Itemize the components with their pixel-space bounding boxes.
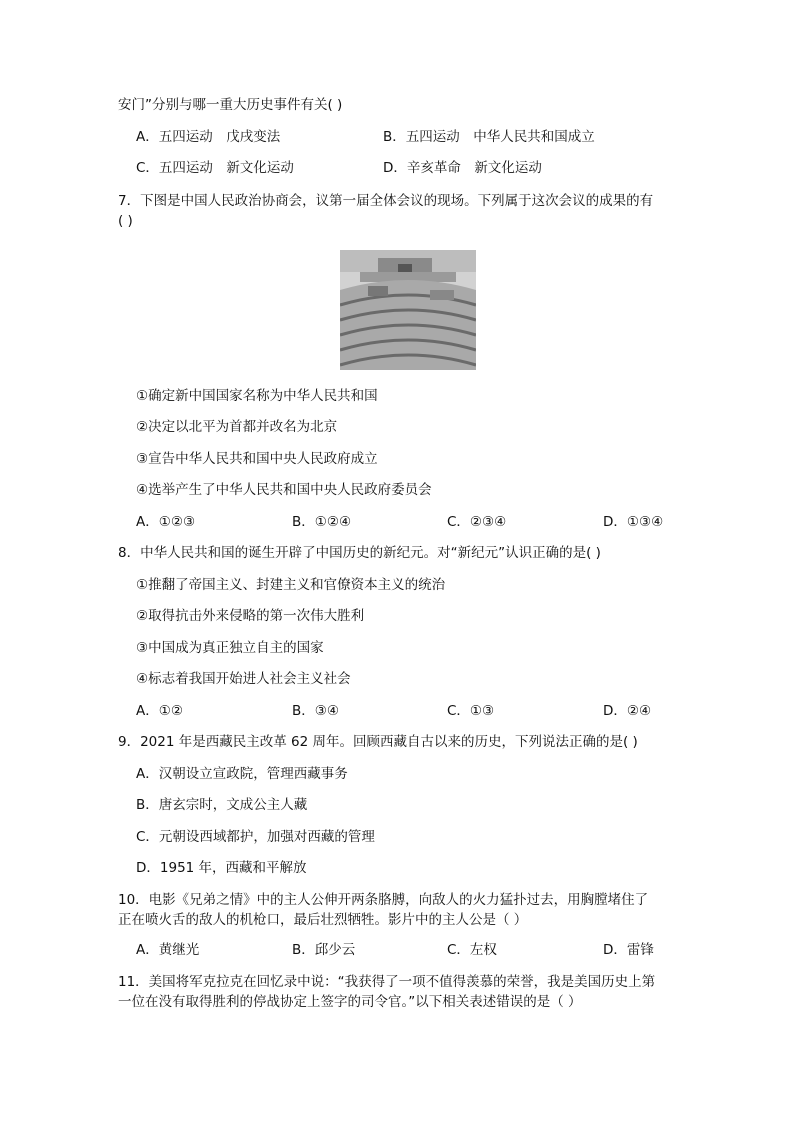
q7-item-3: ③宣告中华人民共和国中央人民政府成立 <box>136 451 378 467</box>
q10-option-c[interactable]: C．左权 <box>447 942 497 958</box>
q8-item-1: ①推翻了帝国主义、封建主义和官僚资本主义的统治 <box>136 577 446 593</box>
q7-item-4: ④选举产生了中华人民共和国中央人民政府委员会 <box>136 482 432 498</box>
q6-option-c[interactable]: C．五四运动 新文化运动 <box>136 160 294 176</box>
q7-item-1: ①确定新中国国家名称为中华人民共和国 <box>136 388 378 404</box>
q11-stem-line2: 一位在没有取得胜利的停战协定上签字的司令官。”以下相关表述错误的是（ ） <box>118 994 582 1010</box>
q10-option-b[interactable]: B．邱少云 <box>292 942 356 958</box>
q7-option-b[interactable]: B．①②④ <box>292 514 352 530</box>
q7-stem-line2: ( ) <box>118 213 133 229</box>
q8-stem: 8．中华人民共和国的诞生开辟了中国历史的新纪元。对“新纪元”认识正确的是( ) <box>118 545 601 561</box>
q7-option-c[interactable]: C．②③④ <box>447 514 507 530</box>
q6-option-b[interactable]: B．五四运动 中华人民共和国成立 <box>383 129 595 145</box>
q11-stem-line1: 11．美国将军克拉克在回忆录中说：“我获得了一项不值得羡慕的荣誉，我是美国历史上第 <box>118 974 656 990</box>
q9-option-a[interactable]: A．汉朝设立宣政院，管理西藏事务 <box>136 766 348 782</box>
q6-option-a[interactable]: A．五四运动 戊戌变法 <box>136 129 281 145</box>
q8-option-a[interactable]: A．①② <box>136 703 183 719</box>
q7-item-2: ②决定以北平为首都并改名为北京 <box>136 419 338 435</box>
q9-stem: 9．2021 年是西藏民主改革 62 周年。回顾西藏自古以来的历史，下列说法正确的是( ) <box>118 734 638 750</box>
q6-stem-tail: 安门”分别与哪一重大历史事件有关( ) <box>118 97 343 113</box>
q8-option-d[interactable]: D．②④ <box>603 703 652 719</box>
q6-option-d[interactable]: D．辛亥革命 新文化运动 <box>383 160 542 176</box>
q7-option-d[interactable]: D．①③④ <box>603 514 664 530</box>
q10-stem-line1: 10．电影《兄弟之情》中的主人公伸开两条胳膊，向敌人的火力猛扑过去，用胸膛堵住了 <box>118 892 649 908</box>
q8-item-4: ④标志着我国开始进人社会主义社会 <box>136 671 351 687</box>
q7-option-a[interactable]: A．①②③ <box>136 514 196 530</box>
q8-option-b[interactable]: B．③④ <box>292 703 339 719</box>
q10-option-a[interactable]: A．黄继光 <box>136 942 200 958</box>
q8-item-2: ②取得抗击外来侵略的第一次伟大胜利 <box>136 608 365 624</box>
q8-item-3: ③中国成为真正独立自主的国家 <box>136 640 324 656</box>
q10-option-d[interactable]: D．雷锋 <box>603 942 654 958</box>
q10-stem-line2: 正在喷火舌的敌人的机枪口，最后壮烈牺牲。影片中的主人公是（ ） <box>118 912 528 928</box>
q9-option-c[interactable]: C．元朝设西域都护，加强对西藏的管理 <box>136 829 375 845</box>
q8-option-c[interactable]: C．①③ <box>447 703 495 719</box>
q9-option-b[interactable]: B．唐玄宗时，文成公主人藏 <box>136 797 308 813</box>
conference-photo <box>340 250 476 370</box>
q7-stem-line1: 7．下图是中国人民政治协商会，议第一届全体会议的现场。下列属于这次会议的成果的有 <box>118 193 654 209</box>
q9-option-d[interactable]: D．1951 年，西藏和平解放 <box>136 860 307 876</box>
conference-photo-illustration <box>340 250 476 370</box>
